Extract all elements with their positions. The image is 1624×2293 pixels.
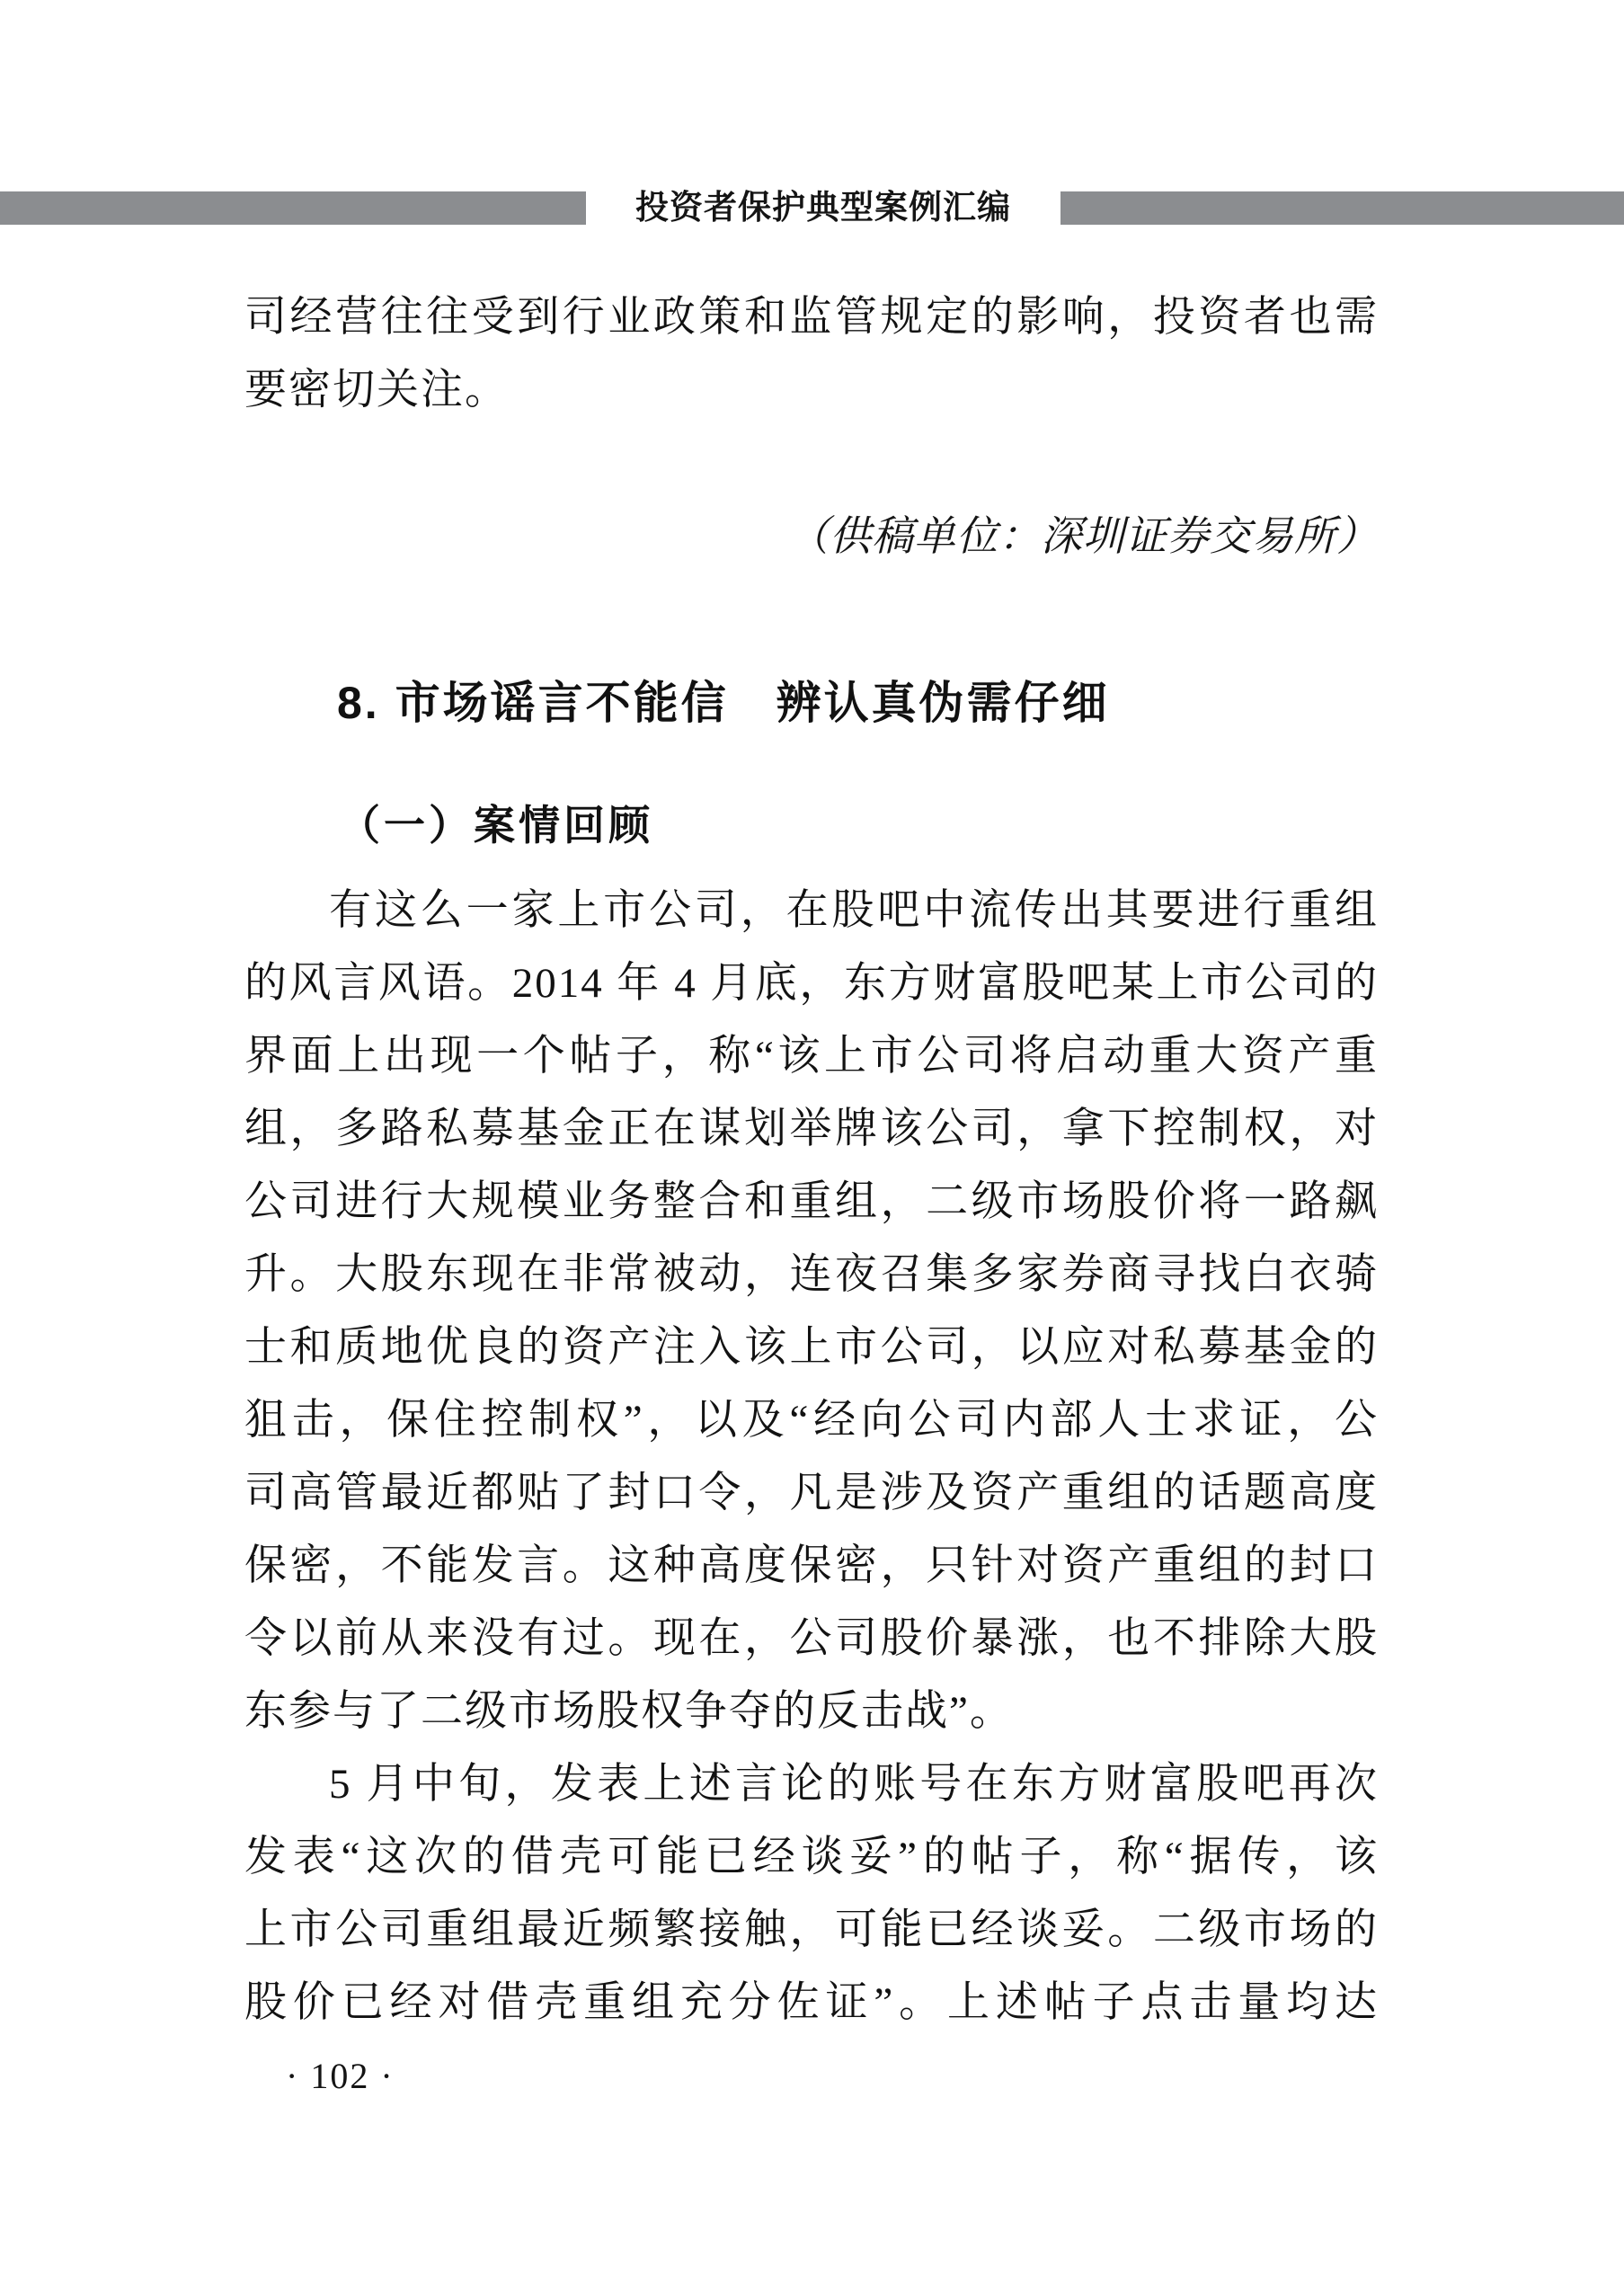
- body-line: 要密切关注。: [244, 367, 509, 413]
- running-head-title: 投资者保护典型案例汇编: [635, 189, 1011, 226]
- page-number: · 102 ·: [286, 2056, 395, 2096]
- body-line: 司高管最近都贴了封口令，凡是涉及资产重组的话题高度: [244, 1470, 1379, 1516]
- body-line: 东参与了二级市场股权争夺的反击战”。: [244, 1688, 1014, 1735]
- body-line: 狙击，保住控制权”，以及“经向公司内部人士求证，公: [244, 1397, 1379, 1444]
- header-rule-left: [0, 191, 586, 225]
- body-line: 的风言风语。2014 年 4 月底，东方财富股吧某上市公司的: [244, 960, 1379, 1007]
- body-line: 5 月中旬，发表上述言论的账号在东方财富股吧再次: [329, 1761, 1379, 1808]
- body-line: 士和质地优良的资产注入该上市公司，以应对私募基金的: [244, 1324, 1379, 1371]
- body-line: 升。大股东现在非常被动，连夜召集多家券商寻找白衣骑: [244, 1251, 1379, 1298]
- paragraph-1: [244, 281, 1379, 427]
- paragraph-2: [244, 875, 1379, 1748]
- section-heading: 8. 市场谣言不能信 辨认真伪需仔细: [337, 678, 1110, 728]
- subsection-heading: （一）案情回顾: [339, 802, 653, 849]
- header-rule-right: [1060, 191, 1624, 225]
- body-line: 上市公司重组最近频繁接触，可能已经谈妥。二级市场的: [244, 1906, 1379, 1953]
- body-line: 公司进行大规模业务整合和重组，二级市场股价将一路飙: [244, 1178, 1379, 1225]
- body-line: 保密，不能发言。这种高度保密，只针对资产重组的封口: [244, 1542, 1379, 1589]
- body-line: 界面上出现一个帖子，称“该上市公司将启动重大资产重: [244, 1033, 1379, 1080]
- body-line: 发表“这次的借壳可能已经谈妥”的帖子，称“据传，该: [244, 1834, 1379, 1880]
- body-line: 司经营往往受到行业政策和监管规定的影响，投资者也需: [244, 294, 1379, 341]
- body-line: 有这么一家上市公司，在股吧中流传出其要进行重组: [329, 887, 1379, 934]
- body-line: 令以前从来没有过。现在，公司股价暴涨，也不排除大股: [244, 1615, 1379, 1662]
- body-line: 组，多路私募基金正在谋划举牌该公司，拿下控制权，对: [244, 1106, 1379, 1152]
- body-line: 股价已经对借壳重组充分佐证”。上述帖子点击量均达: [244, 1979, 1379, 2026]
- paragraph-3: [244, 1748, 1379, 2040]
- attribution-line: （供稿单位：深圳证券交易所）: [787, 513, 1379, 559]
